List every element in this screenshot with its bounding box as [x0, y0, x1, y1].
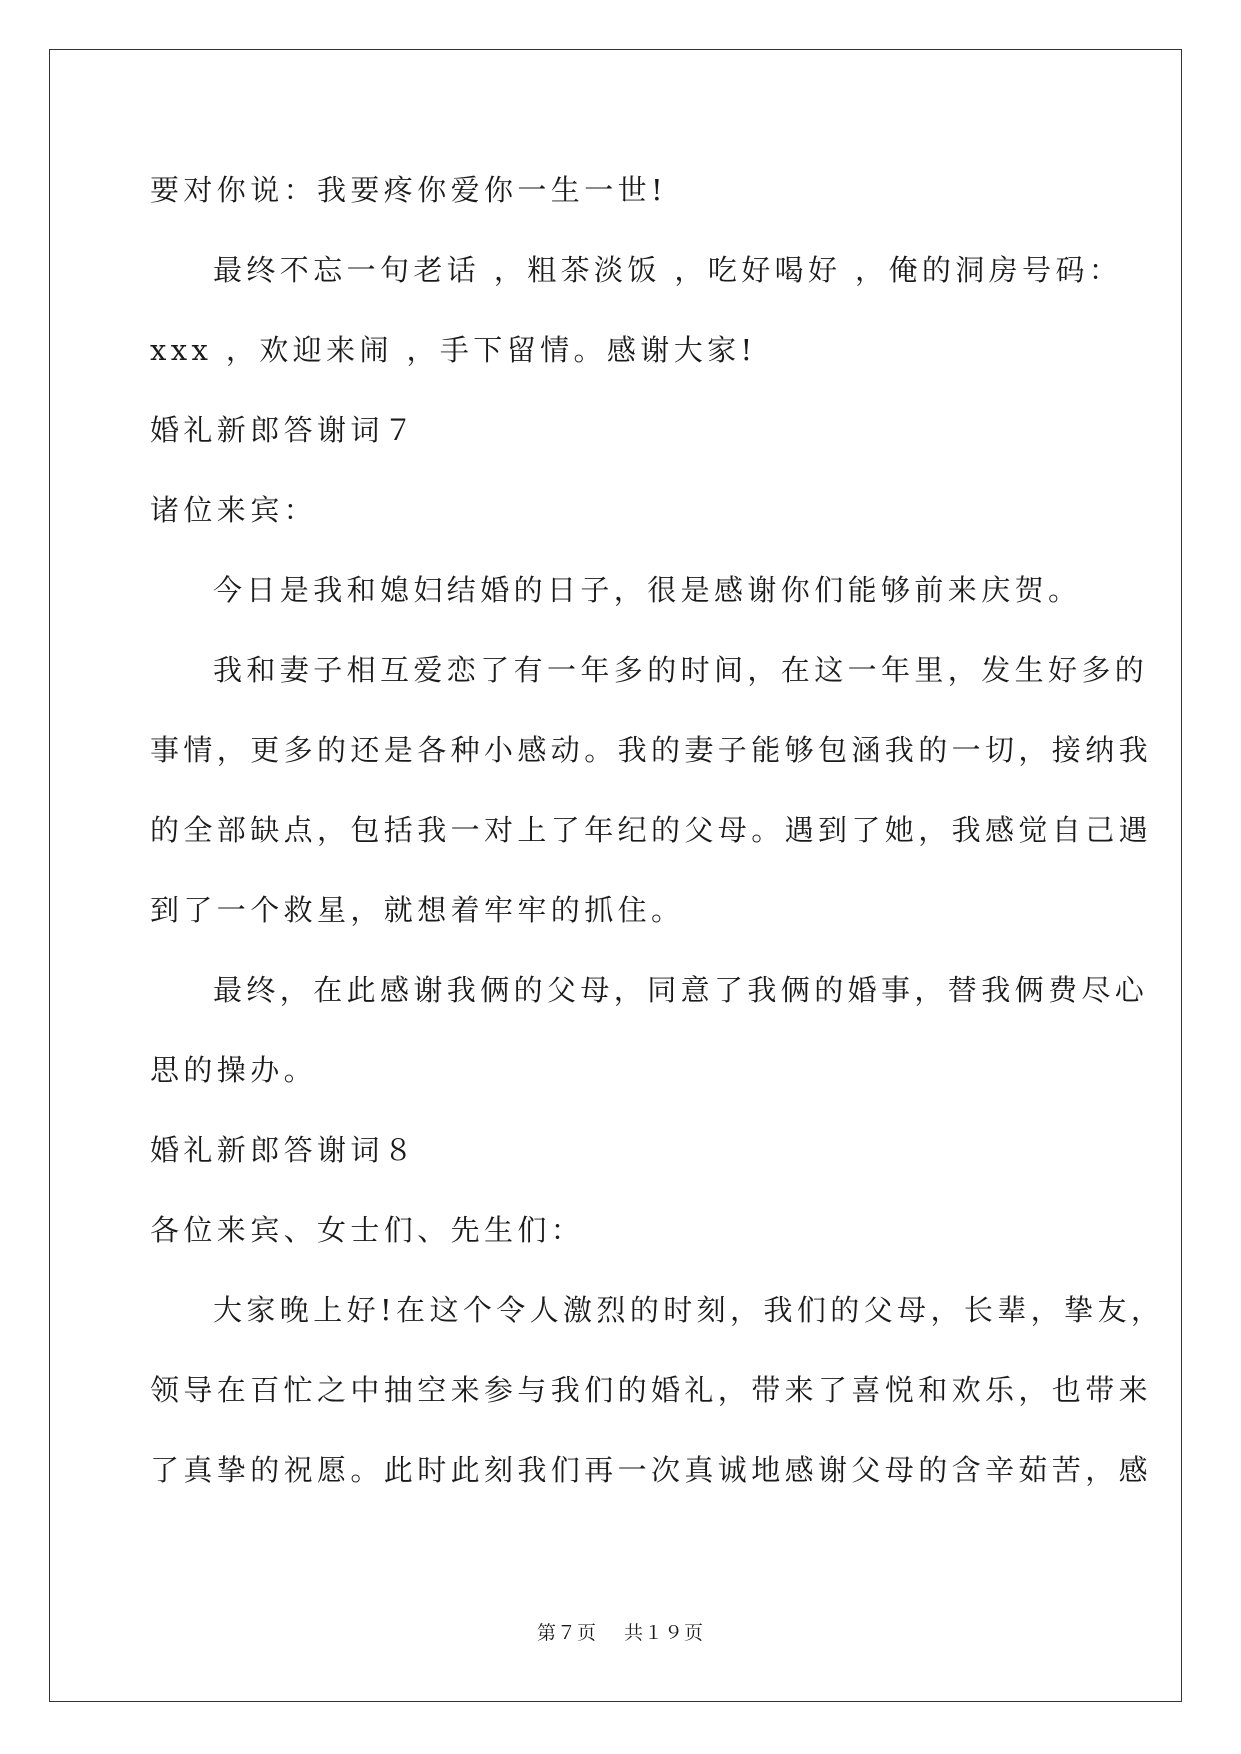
paragraph-line: 最终不忘一句老话 ，粗茶淡饭 ，吃好喝好 ，俺的洞房号码： — [213, 253, 1123, 287]
section-heading: 婚礼新郎答谢词８ — [150, 1133, 418, 1167]
salutation: 诸位来宾： — [150, 493, 318, 527]
paragraph-line: 今日是我和媳妇结婚的日子，很是感谢你们能够前来庆贺。 — [213, 573, 1082, 607]
paragraph-line: 了真挚的祝愿。此时此刻我们再一次真诚地感谢父母的含辛茹苦，感 — [150, 1453, 1153, 1487]
salutation: 各位来宾、女士们、先生们： — [150, 1213, 585, 1247]
page-number-current: 第７页 — [536, 1622, 597, 1644]
page-footer — [0, 1618, 1241, 1645]
paragraph-line: 思的操办。 — [150, 1053, 318, 1087]
paragraph-line: 到了一个救星，就想着牢牢的抓住。 — [150, 893, 685, 927]
paragraph-line: 的全部缺点，包括我一对上了年纪的父母。遇到了她，我感觉自己遇 — [150, 813, 1153, 847]
paragraph-line: 事情，更多的还是各种小感动。我的妻子能够包涵我的一切，接纳我 — [150, 733, 1153, 767]
paragraph-line: 大家晚上好!在这个令人激烈的时刻，我们的父母，长辈，挚友， — [213, 1293, 1165, 1327]
paragraph-line: 我和妻子相互爱恋了有一年多的时间，在这一年里，发生好多的 — [213, 653, 1149, 687]
paragraph-line: 要对你说：我要疼你爱你一生一世! — [150, 173, 668, 207]
paragraph-line: xxx ，欢迎来闹 ，手下留情。感谢大家! — [150, 333, 757, 367]
page-number-total: 共１９页 — [624, 1622, 705, 1644]
paragraph-line: 领导在百忙之中抽空来参与我们的婚礼，带来了喜悦和欢乐，也带来 — [150, 1373, 1153, 1407]
section-heading: 婚礼新郎答谢词７ — [150, 413, 418, 447]
paragraph-line: 最终，在此感谢我俩的父母，同意了我俩的婚事，替我俩费尽心 — [213, 973, 1149, 1007]
